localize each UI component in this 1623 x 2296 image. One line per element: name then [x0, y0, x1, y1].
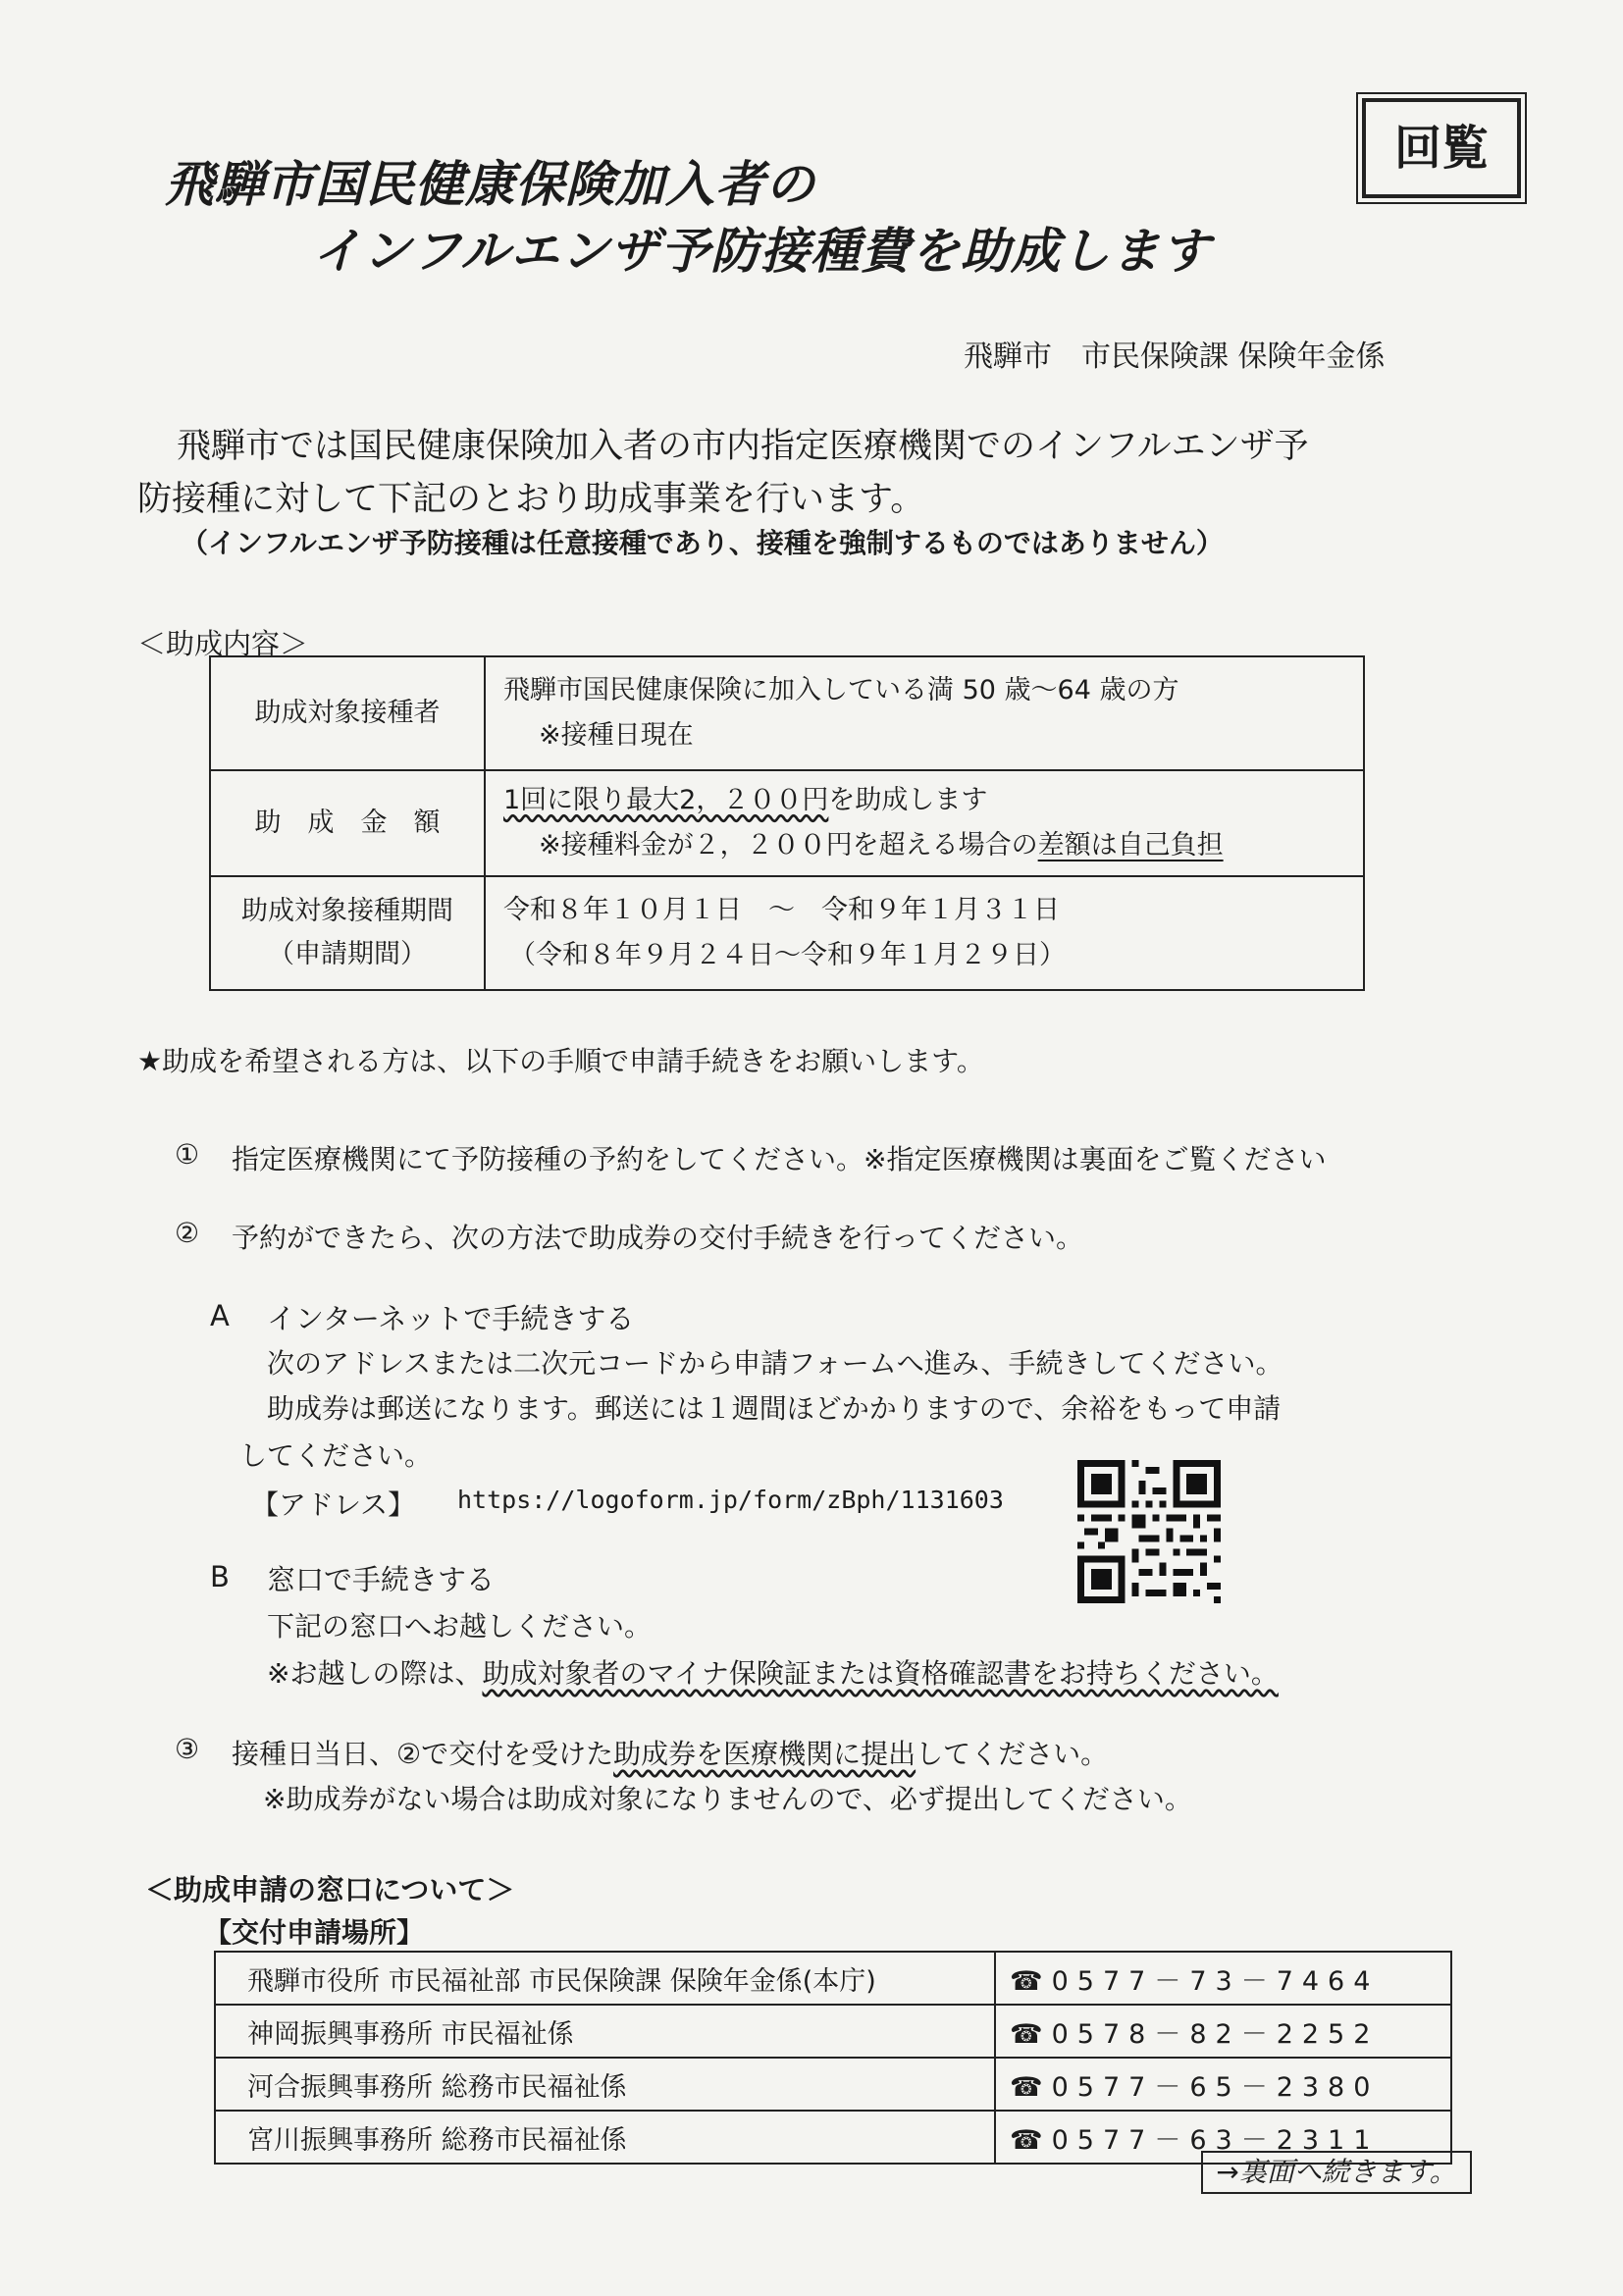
step1-text: 指定医療機関にて予防接種の予約をしてください。※指定医療機関は裏面をご覧ください — [232, 1143, 1327, 1175]
table-row — [215, 2058, 1451, 2111]
procedure-intro: ★助成を希望される方は、以下の手順で申請手続きをお願いします。 — [137, 1045, 984, 1077]
table-row — [215, 1952, 1451, 2005]
department: 飛騨市 市民保険課 保険年金係 — [964, 339, 1386, 374]
step2-text: 予約ができたら、次の方法で助成券の交付手続きを行ってください。 — [232, 1222, 1084, 1254]
office-table — [214, 1951, 1452, 2165]
target-note: ※接種日現在 — [539, 720, 694, 751]
office-name: 河合振興事務所 総務市民福祉係 — [215, 2058, 995, 2111]
table-row — [215, 2005, 1451, 2058]
option-a-line2: 助成券は郵送になります。郵送には１週間ほどかかりますので、余裕をもって申請 — [267, 1392, 1282, 1425]
option-a-label: A — [210, 1299, 230, 1332]
option-a-line1: 次のアドレスまたは二次元コードから申請フォームへ進み、手続きしてください。 — [267, 1347, 1283, 1380]
intro-line2: 防接種に対して下記のとおり助成事業を行います。 — [137, 480, 925, 519]
windows-heading: ＜助成申請の窓口について＞ — [145, 1873, 515, 1906]
application-period: （令和８年９月２４日～令和９年１月２９日） — [509, 940, 1066, 970]
option-a-title: インターネットで手続きする — [267, 1302, 635, 1335]
option-b-note-emph: 助成対象者のマイナ保険証または資格確認書をお持ちください。 — [482, 1657, 1279, 1690]
step1-number: ① — [175, 1138, 200, 1171]
step3-number: ③ — [175, 1733, 200, 1765]
windows-subheading: 【交付申請場所】 — [204, 1916, 425, 1949]
office-name: 神岡振興事務所 市民福祉係 — [215, 2005, 995, 2058]
step3-note: ※助成券がない場合は助成対象になりませんので、必ず提出してください。 — [263, 1783, 1192, 1815]
row-header: 助 成 金 額 — [210, 770, 485, 876]
qr-code-icon[interactable] — [1077, 1460, 1221, 1603]
step3-emph: 助成券を医療機関に提出 — [613, 1738, 916, 1770]
table-row — [210, 770, 1364, 876]
table-row — [210, 876, 1364, 990]
subsidy-table — [209, 655, 1365, 991]
continue-note: →裏面へ続きます。 — [1201, 2151, 1472, 2194]
step3-suffix: してください。 — [916, 1738, 1109, 1770]
option-b-title: 窓口で手続きする — [267, 1563, 496, 1596]
office-phone: ☎0577－63－2311 — [995, 2111, 1451, 2164]
row-header-sub: （申請期間） — [268, 939, 427, 969]
period-text: 令和８年１０月１日 ～ 令和９年１月３１日 — [503, 895, 1060, 925]
subsidy-heading: ＜助成内容＞ — [137, 627, 309, 660]
option-b-line1: 下記の窓口へお越しください。 — [267, 1610, 653, 1643]
application-url[interactable]: https://logoform.jp/form/zBph/1131603 — [457, 1486, 1004, 1514]
amount-suffix: を助成します — [828, 785, 988, 815]
option-a-line3: してください。 — [239, 1439, 433, 1472]
target-text: 飛騨市国民健康保険に加入している満 50 歳～64 歳の方 — [503, 675, 1179, 705]
step2-number: ② — [175, 1217, 200, 1249]
title-line1: 飛騨市国民健康保険加入者の — [165, 156, 815, 213]
amount-note-emph: 差額は自己負担 — [1037, 830, 1224, 861]
title-line2: インフルエンザ予防接種費を助成します — [312, 223, 1211, 280]
option-b-note: ※お越しの際は、 — [267, 1657, 483, 1690]
office-phone: ☎0577－65－2380 — [995, 2058, 1451, 2111]
office-name: 飛騨市役所 市民福祉部 市民保険課 保険年金係(本庁) — [215, 1952, 995, 2005]
circulation-stamp: 回覧 — [1362, 98, 1521, 198]
amount-note: ※接種料金が２，２００円を超える場合の — [539, 830, 1038, 861]
row-header: 助成対象接種期間 — [241, 896, 453, 926]
office-phone: ☎0578－82－2252 — [995, 2005, 1451, 2058]
office-name: 宮川振興事務所 総務市民福祉係 — [215, 2111, 995, 2164]
table-row — [210, 656, 1364, 770]
intro-note: （インフルエンザ予防接種は任意接種であり、接種を強制するものではありません） — [181, 527, 1224, 559]
intro-line1: 飛騨市では国民健康保険加入者の市内指定医療機関でのインフルエンザ予 — [177, 427, 1309, 466]
step3-text: 接種日当日、②で交付を受けた — [232, 1738, 614, 1770]
office-phone: ☎0577－73－7464 — [995, 1952, 1451, 2005]
option-b-label: B — [210, 1560, 230, 1593]
address-label: 【アドレス】 — [251, 1488, 416, 1521]
row-header: 助成対象接種者 — [210, 656, 485, 770]
amount-text: 1回に限り最大2，２００円 — [503, 785, 829, 815]
